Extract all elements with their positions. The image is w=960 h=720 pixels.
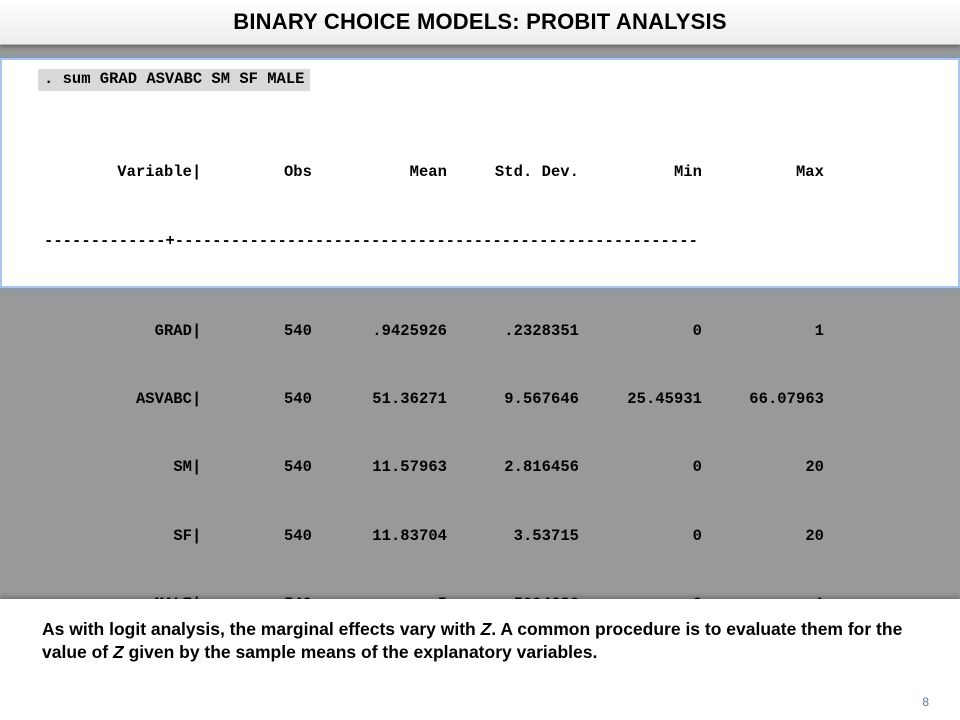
row-divider: | [192,526,202,545]
explanation-part-2: . A common procedure is to evaluate them for the value of [42,619,903,662]
row-divider: | [192,458,202,477]
row-min: 25.45931 [627,390,702,409]
explanation-z-2: Z [113,642,124,662]
row-mean: 11.83704 [372,526,447,545]
slide-title: BINARY CHOICE MODELS: PROBIT ANALYSIS [233,9,727,34]
row-std-dev: 3.53715 [513,526,579,545]
header-obs: Obs [283,163,312,182]
header-variable: Variable [117,163,192,182]
table-row [44,320,834,343]
table-separator: -------------+-------------------------------------------------------- [44,231,698,250]
row-obs: 540 [283,458,312,477]
table-row [44,388,834,411]
row-mean: .9425926 [372,322,447,341]
header-max: Max [795,163,824,182]
row-std-dev: .2328351 [504,322,579,341]
explanation-part-3: given by the sample means of the explanatory variables. [123,642,598,662]
page-number: 8 [922,695,929,709]
row-max: 1 [814,322,824,341]
row-mean: 11.57963 [372,458,447,477]
table-row [44,456,834,479]
table-header-row [44,161,834,184]
stata-output-panel [0,58,960,545]
row-variable: ASVABC [135,390,192,409]
header-mean: Mean [409,163,447,182]
explanation-text [42,618,922,664]
row-divider: | [192,322,202,341]
explanation-panel [0,599,960,720]
row-variable: GRAD [154,322,192,341]
row-max: 66.07963 [749,390,824,409]
row-max: 20 [805,526,824,545]
row-variable: SF [173,526,192,545]
row-obs: 540 [283,322,312,341]
row-std-dev: 2.816456 [504,458,579,477]
row-divider: | [192,390,202,409]
row-min: 0 [692,322,702,341]
row-max: 20 [805,458,824,477]
table-row [44,525,834,548]
header-std-dev: Std. Dev. [494,163,579,182]
stata-command: . sum GRAD ASVABC SM SF MALE [38,69,310,91]
slide-title-bar [0,0,960,45]
row-obs: 540 [283,390,312,409]
row-obs: 540 [283,526,312,545]
row-min: 0 [692,526,702,545]
header-min: Min [673,163,702,182]
summary-table [44,116,834,661]
header-divider: | [192,163,202,182]
explanation-part-1: As with logit analysis, the marginal effects vary with [42,619,481,639]
row-std-dev: 9.567646 [504,390,579,409]
row-variable: SM [173,458,192,477]
row-mean: 51.36271 [372,390,447,409]
explanation-z-1: Z [480,619,492,639]
row-min: 0 [692,458,702,477]
